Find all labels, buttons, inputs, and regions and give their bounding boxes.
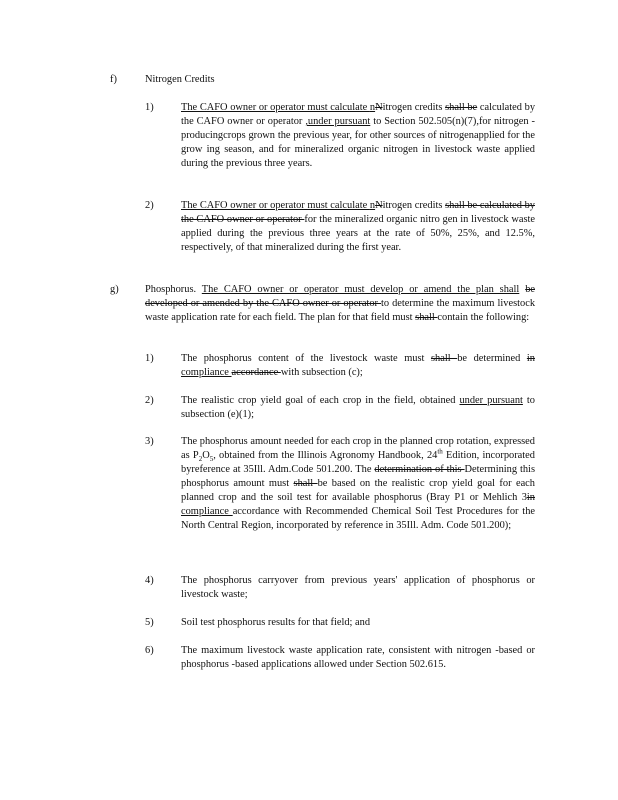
section-g-item-6-text [181, 644, 535, 672]
text-run: itrogen credits [382, 102, 446, 113]
section-g-item-1-number: 1) [145, 353, 154, 364]
text-run: The maximum livestock waste application rate, consistent with nitrogen -based or phosphorus -based applications allowed under Section 502.615. [181, 645, 535, 670]
inserted-text: under pursuant [459, 395, 523, 406]
section-g-item-5-number: 5) [145, 617, 154, 628]
inserted-text: The CAFO owner or operator must calculate [181, 200, 370, 211]
section-g-intro-paragraph [145, 283, 535, 325]
inserted-text: ,under pursuant [305, 116, 371, 127]
deleted-text: shall [293, 478, 318, 489]
text-run: The realistic crop yield goal of each crop in the field, obtained [181, 395, 460, 406]
section-g-item-5-text [181, 616, 535, 630]
text-run: , obtained from the Illinois Agronomy Handbook, 24 [213, 450, 438, 461]
text-run: be based on the realistic crop yield goal for each planned crop and the soil test for available phosphorus (Bray P1 or Mehlich 3 [181, 478, 535, 503]
inserted-text: n [369, 200, 376, 211]
text-run: Edition, incorporated byreference at 35Ill. Adm.Code 501.200. The [181, 450, 535, 475]
text-run: th [437, 447, 443, 456]
deleted-text: be developed or amended by the CAFO owner or operator [145, 284, 535, 309]
text-run: itrogen credits [382, 200, 446, 211]
deleted-text: shall be calculated by the CAFO owner or operator [181, 200, 536, 225]
section-g-item-6-number: 6) [145, 645, 154, 656]
section-g-item-1-text [181, 352, 535, 380]
section-f-item-1-text [181, 101, 535, 171]
section-g-item-3-text [181, 435, 535, 533]
text-run: O [202, 450, 210, 461]
text-run: contain the following: [437, 312, 530, 323]
text-run: calculated by the CAFO owner or operator [181, 102, 536, 127]
section-f-heading: Nitrogen Credits [145, 74, 215, 85]
deleted-text: in [526, 353, 535, 364]
text-run: to subsection (e)(1); [181, 395, 536, 420]
text-run: Soil test phosphorus results for that field; and [181, 617, 371, 628]
section-g-item-4-number: 4) [145, 575, 154, 586]
section-g-label: g) [110, 284, 119, 295]
text-run: accordance with Recommended Chemical Soil Test Procedures for the North Central Region, incorporated by reference in 35Ill. Adm. Code 501.200); [181, 506, 535, 531]
text-run: to Section 502.505(n)(7),for nitrogen -producingcrops grown the previous year, for other sources of nitrogenapplied for the grow ing season, and for mineralized organic nitrogen in livestock waste applied during the previous three years. [181, 116, 536, 169]
section-f-item-2-text [181, 199, 535, 255]
deleted-text: shall [415, 312, 438, 323]
text-run: The phosphorus amount needed for each crop in the planned crop rotation, expressed as P [181, 436, 535, 461]
deleted-text: shall [430, 353, 458, 364]
deleted-text: N [375, 102, 383, 113]
inserted-text: The CAFO owner or operator must calculate [181, 102, 370, 113]
text-run: 5 [209, 455, 214, 464]
section-f-item-2-number: 2) [145, 200, 154, 211]
inserted-text: compliance [181, 367, 232, 378]
section-f-label: f) [110, 74, 117, 85]
text-run: Determining this phosphorus amount must [181, 464, 535, 489]
deleted-text: accordance [231, 367, 281, 378]
text-run: be determined [457, 353, 527, 364]
deleted-text: in [526, 492, 535, 503]
section-g-item-2-text [181, 394, 535, 422]
text-run: with subsection (c); [280, 367, 363, 378]
deleted-text: shall be [445, 102, 478, 113]
text-run: for the mineralized organic nitro gen in livestock waste applied during the previous three years at the rate of 50%, 25%, and 12.5%, respectively, of that mineralized during the first year. [181, 214, 535, 253]
section-g-item-4-text [181, 574, 535, 602]
deleted-text: determination of this [374, 464, 465, 475]
text-run: to determine the maximum livestock waste application rate for each field. The plan for that field must [145, 298, 536, 323]
inserted-text: n [369, 102, 376, 113]
text-run: Phosphorus. [145, 284, 202, 295]
section-g-item-2-number: 2) [145, 395, 154, 406]
inserted-text: The CAFO owner or operator must develop or amend the plan shall [201, 284, 520, 295]
inserted-text: compliance [181, 506, 233, 517]
section-f-item-1-number: 1) [145, 102, 154, 113]
section-g-item-3-number: 3) [145, 436, 154, 447]
text-run: The phosphorus carryover from previous years' application of phosphorus or livestock waste; [181, 575, 535, 600]
deleted-text: N [375, 200, 383, 211]
text-run: The phosphorus content of the livestock waste must [181, 353, 431, 364]
text-run: 2 [198, 455, 203, 464]
